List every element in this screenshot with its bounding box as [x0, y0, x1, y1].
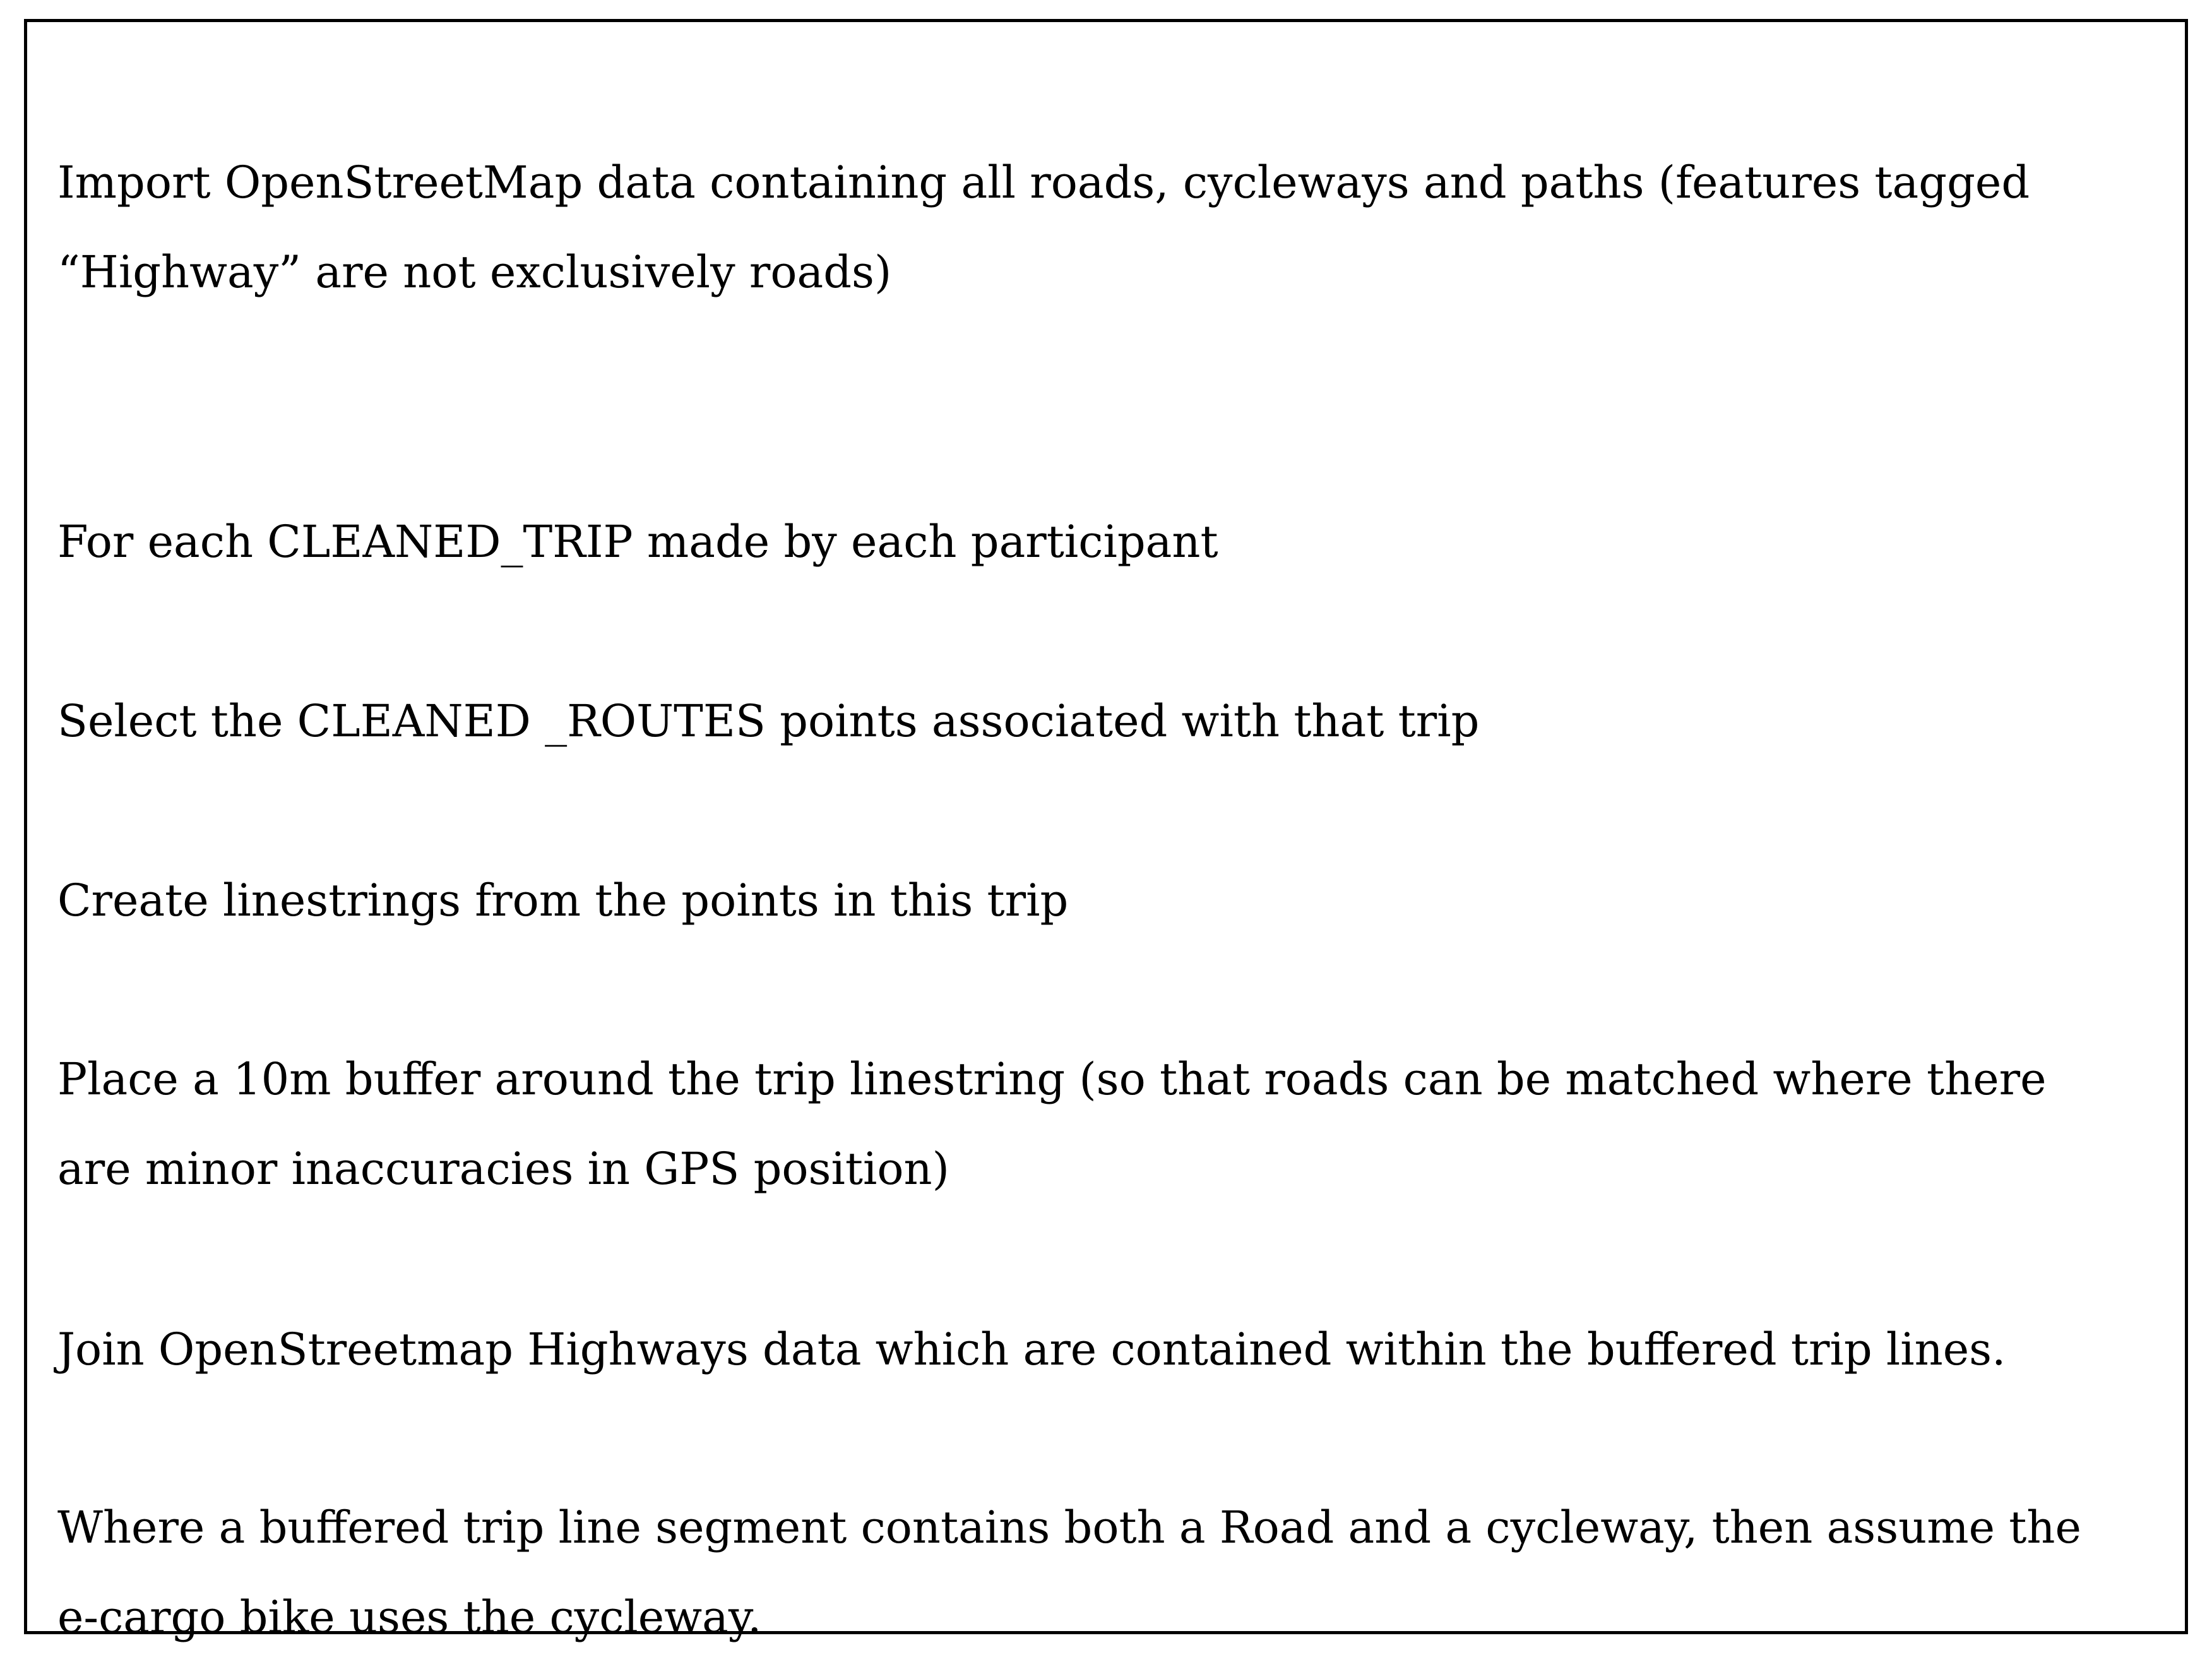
- step-join-highways: [57, 1305, 2006, 1394]
- step-for-each-trip: [57, 497, 1218, 587]
- procedure-box: [24, 19, 2188, 1643]
- step-create-linestrings: [57, 856, 1068, 945]
- step-line: Select the CLEANED _ROUTES points associated with that trip: [57, 695, 1480, 747]
- step-line: Where a buffered trip line segment contains both a Road and a cycleway, then assume the: [57, 1502, 2081, 1553]
- step-line: For each CLEANED_TRIP made by each participant: [57, 516, 1218, 568]
- step-place-buffer: [57, 1034, 2047, 1214]
- step-import-osm: [57, 138, 2030, 317]
- step-line: Import OpenStreetMap data containing all roads, cycleways and paths (features tagged: [57, 157, 2030, 208]
- step-line: Place a 10m buffer around the trip linestring (so that roads can be matched where there: [57, 1053, 2047, 1105]
- step-assume-cycleway: [57, 1483, 2081, 1662]
- step-line: “Highway” are not exclusively roads): [57, 246, 892, 298]
- step-line: e-cargo bike uses the cycleway.: [57, 1591, 762, 1643]
- step-line: Create linestrings from the points in this trip: [57, 875, 1069, 926]
- step-line: are minor inaccuracies in GPS position): [57, 1143, 949, 1195]
- step-select-points: [57, 676, 1479, 766]
- step-line: Join OpenStreetmap Highways data which are contained within the buffered trip lines.: [57, 1324, 2006, 1375]
